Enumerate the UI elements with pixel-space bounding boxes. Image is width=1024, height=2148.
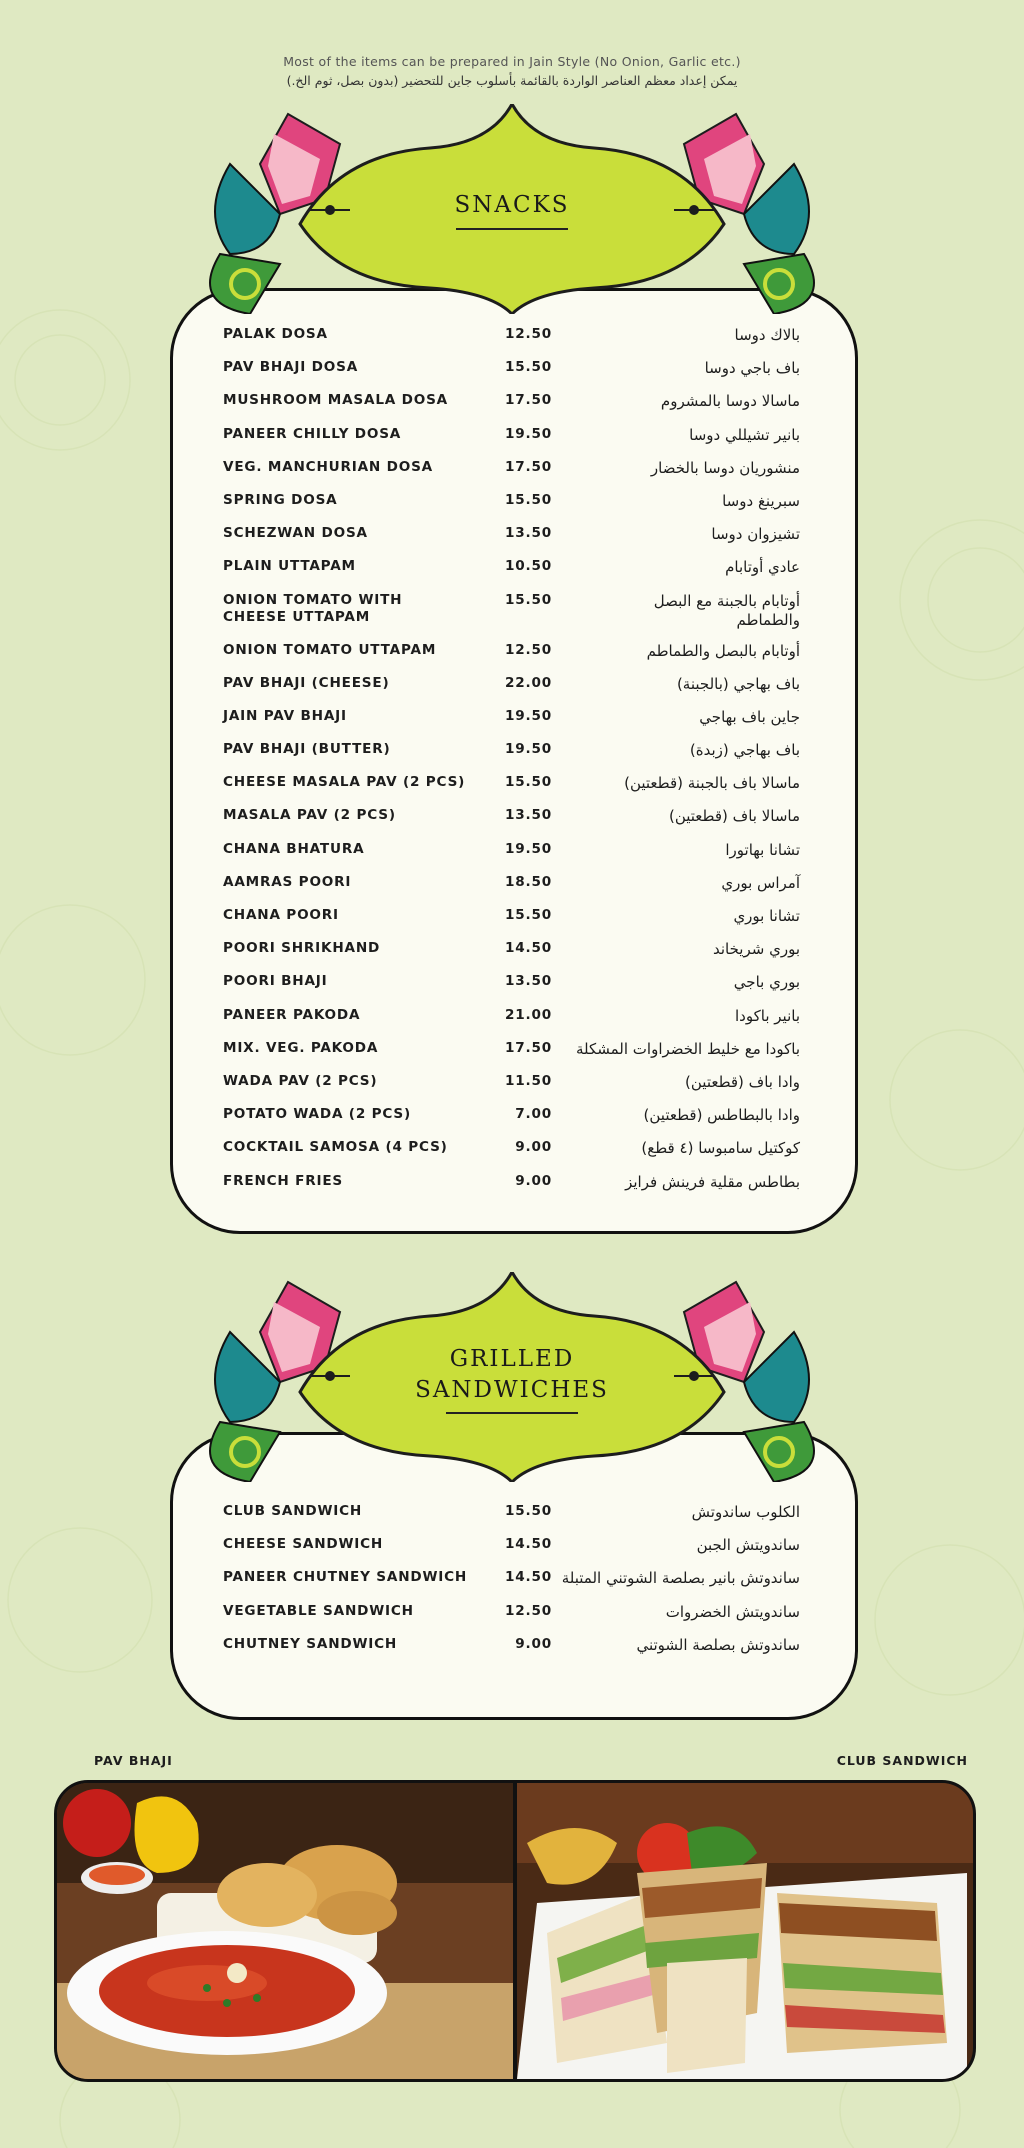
item-name: PAV BHAJI (BUTTER) bbox=[223, 741, 391, 758]
item-price: 7.00 bbox=[515, 1106, 552, 1123]
list-item bbox=[220, 874, 800, 907]
item-name-arabic: ساندويتش الخضروات bbox=[665, 1602, 800, 1621]
notice-english: Most of the items can be prepared in Jain Style (No Onion, Garlic etc.) bbox=[283, 54, 741, 69]
item-name: ONION TOMATO UTTAPAM bbox=[223, 641, 437, 658]
item-price: 11.50 bbox=[505, 1072, 552, 1089]
item-name-arabic: باف بهاجي (زبدة) bbox=[689, 741, 800, 760]
list-item bbox=[220, 359, 800, 392]
item-name-arabic: ماسالا دوسا بالمشروم bbox=[660, 392, 800, 411]
list-item bbox=[220, 1569, 800, 1602]
item-name-arabic: تشانا بوري bbox=[733, 907, 800, 925]
item-name-arabic: آمراس بوري bbox=[721, 873, 800, 892]
item-price: 17.50 bbox=[505, 1039, 552, 1056]
item-price: 13.50 bbox=[505, 973, 552, 990]
item-price: 17.50 bbox=[505, 392, 552, 409]
item-name: MASALA PAV (2 PCS) bbox=[223, 807, 396, 824]
list-item bbox=[220, 907, 800, 940]
item-name: SPRING DOSA bbox=[223, 491, 338, 508]
item-price: 15.50 bbox=[505, 774, 552, 791]
item-name: VEGETABLE SANDWICH bbox=[223, 1602, 414, 1619]
item-price: 13.50 bbox=[505, 807, 552, 824]
sandwiches-title-line2: SANDWICHES bbox=[415, 1377, 609, 1403]
list-item bbox=[220, 1040, 800, 1073]
item-price: 9.00 bbox=[515, 1139, 552, 1156]
item-price: 10.50 bbox=[505, 558, 552, 575]
item-price: 22.00 bbox=[505, 674, 552, 691]
item-price: 13.50 bbox=[505, 525, 552, 542]
item-name-arabic: جاين باف بهاجي bbox=[699, 707, 800, 726]
item-price: 14.50 bbox=[505, 1536, 552, 1553]
item-name-arabic: وادا بالبطاطس (قطعتين) bbox=[643, 1106, 800, 1125]
list-item bbox=[220, 774, 800, 807]
item-name-arabic: بانير تشيللي دوسا bbox=[689, 425, 800, 444]
snacks-list bbox=[220, 326, 800, 1206]
item-name: PANEER CHILLY DOSA bbox=[223, 425, 402, 442]
item-name: MUSHROOM MASALA DOSA bbox=[223, 392, 448, 409]
list-item bbox=[220, 1603, 800, 1636]
item-name-arabic: بطاطس مقلية فرينش فرايز bbox=[625, 1172, 800, 1191]
item-price: 9.00 bbox=[515, 1172, 552, 1189]
item-name-arabic: ماسالا باف بالجبنة (قطعتين) bbox=[624, 774, 800, 793]
list-item bbox=[220, 492, 800, 525]
item-name-arabic: باكودا مع خليط الخضراوات المشكلة bbox=[575, 1039, 800, 1058]
item-name: AAMRAS POORI bbox=[223, 873, 352, 890]
item-price: 19.50 bbox=[505, 840, 552, 857]
list-item bbox=[220, 741, 800, 774]
list-item bbox=[220, 807, 800, 840]
item-name: PANEER PAKODA bbox=[223, 1006, 361, 1023]
item-name: CHEESE SANDWICH bbox=[223, 1536, 384, 1553]
notice-arabic: يمكن إعداد معظم العناصر الواردة بالقائمة بأسلوب جاين للتحضير (بدون بصل، ثوم الخ.) bbox=[286, 73, 738, 88]
list-item bbox=[220, 642, 800, 675]
item-name-arabic: ماسالا باف (قطعتين) bbox=[668, 807, 800, 826]
item-name-arabic: أوتابام بالجبنة مع البصل والطماطم bbox=[653, 591, 800, 629]
jain-style-notice bbox=[0, 54, 1024, 88]
sandwiches-list bbox=[220, 1503, 800, 1669]
club-sandwich-photo bbox=[517, 1783, 973, 2079]
item-name: SCHEZWAN DOSA bbox=[223, 525, 368, 542]
list-item bbox=[220, 1173, 800, 1206]
snacks-title: SNACKS bbox=[454, 192, 570, 218]
list-item bbox=[220, 459, 800, 492]
item-name: CHANA POORI bbox=[223, 907, 339, 923]
list-item bbox=[220, 592, 800, 642]
list-item bbox=[220, 558, 800, 591]
item-name: CHEESE MASALA PAV (2 PCS) bbox=[223, 774, 466, 791]
item-price: 15.50 bbox=[505, 359, 552, 376]
sandwiches-title bbox=[0, 1344, 1024, 1406]
item-name-arabic: ساندويتش الجبن bbox=[696, 1536, 800, 1555]
item-price: 19.50 bbox=[505, 707, 552, 724]
item-name-arabic: بوري باجي bbox=[733, 973, 800, 992]
list-item bbox=[220, 392, 800, 425]
item-price: 14.50 bbox=[505, 1569, 552, 1586]
snacks-title-underline bbox=[456, 228, 568, 230]
item-price: 21.00 bbox=[505, 1006, 552, 1023]
pav-bhaji-photo-label: PAV BHAJI bbox=[94, 1753, 173, 1768]
item-price: 14.50 bbox=[505, 940, 552, 957]
item-name-arabic: الكلوب ساندوتش bbox=[691, 1503, 800, 1521]
list-item bbox=[220, 525, 800, 558]
item-name-arabic: بوري شريخاند bbox=[713, 940, 800, 959]
item-name-arabic: كوكتيل سامبوسا (٤ قطع) bbox=[641, 1139, 800, 1158]
item-price: 15.50 bbox=[505, 907, 552, 923]
item-name-arabic: ساندوتش بصلصة الشوتني bbox=[636, 1635, 800, 1654]
list-item bbox=[220, 841, 800, 874]
item-name: JAIN PAV BHAJI bbox=[223, 707, 347, 724]
item-name-arabic: عادي أوتابام bbox=[725, 558, 800, 577]
list-item bbox=[220, 1106, 800, 1139]
sandwiches-title-underline bbox=[446, 1412, 578, 1414]
item-name: PAV BHAJI (CHEESE) bbox=[223, 674, 390, 691]
list-item bbox=[220, 1139, 800, 1172]
list-item bbox=[220, 426, 800, 459]
item-name: FRENCH FRIES bbox=[223, 1172, 343, 1189]
list-item bbox=[220, 1007, 800, 1040]
item-name: VEG. MANCHURIAN DOSA bbox=[223, 458, 433, 475]
pav-bhaji-photo bbox=[57, 1783, 513, 2079]
item-price: 15.50 bbox=[505, 1503, 552, 1519]
sandwiches-title-line1: GRILLED bbox=[449, 1346, 575, 1372]
item-name: MIX. VEG. PAKODA bbox=[223, 1039, 379, 1056]
item-name-arabic: بالاك دوسا bbox=[734, 326, 800, 344]
item-name-arabic: باف بهاجي (بالجبنة) bbox=[676, 674, 800, 693]
item-name-arabic: سبرينغ دوسا bbox=[722, 491, 800, 510]
item-price: 19.50 bbox=[505, 741, 552, 758]
item-name-arabic: وادا باف (قطعتين) bbox=[685, 1072, 800, 1091]
list-item bbox=[220, 973, 800, 1006]
item-price: 12.50 bbox=[505, 641, 552, 658]
food-photos bbox=[54, 1780, 976, 2082]
item-name: PLAIN UTTAPAM bbox=[223, 558, 356, 575]
item-name: PANEER CHUTNEY SANDWICH bbox=[223, 1569, 468, 1586]
item-price: 9.00 bbox=[515, 1635, 552, 1652]
item-price: 19.50 bbox=[505, 425, 552, 442]
item-name: POORI BHAJI bbox=[223, 973, 328, 990]
item-price: 15.50 bbox=[505, 591, 552, 608]
item-name: PAV BHAJI DOSA bbox=[223, 359, 359, 376]
item-name: ONION TOMATO WITH CHEESE UTTAPAM bbox=[223, 591, 403, 625]
list-item bbox=[220, 708, 800, 741]
list-item bbox=[220, 1536, 800, 1569]
item-name-arabic: منشوريان دوسا بالخضار bbox=[650, 458, 800, 477]
item-name: POTATO WADA (2 PCS) bbox=[223, 1106, 412, 1123]
item-name-arabic: ساندوتش بانير بصلصة الشوتني المتبلة bbox=[561, 1569, 800, 1588]
item-name: CLUB SANDWICH bbox=[223, 1503, 363, 1519]
club-sandwich-photo-label: CLUB SANDWICH bbox=[836, 1753, 968, 1768]
item-name: COCKTAIL SAMOSA (4 PCS) bbox=[223, 1139, 448, 1156]
item-price: 12.50 bbox=[505, 1602, 552, 1619]
item-name: CHANA BHATURA bbox=[223, 840, 365, 857]
item-name: PALAK DOSA bbox=[223, 326, 328, 342]
item-price: 12.50 bbox=[505, 326, 552, 342]
list-item bbox=[220, 326, 800, 359]
list-item bbox=[220, 675, 800, 708]
list-item bbox=[220, 1073, 800, 1106]
item-price: 15.50 bbox=[505, 491, 552, 508]
item-name-arabic: أوتابام بالبصل والطماطم bbox=[646, 641, 800, 660]
list-item bbox=[220, 1503, 800, 1536]
item-name-arabic: باف باجي دوسا bbox=[704, 359, 800, 378]
list-item bbox=[220, 940, 800, 973]
item-price: 17.50 bbox=[505, 458, 552, 475]
item-name-arabic: بانير باكودا bbox=[735, 1006, 800, 1025]
item-name-arabic: تشانا بهاتورا bbox=[725, 840, 800, 859]
item-price: 18.50 bbox=[505, 873, 552, 890]
item-name: POORI SHRIKHAND bbox=[223, 940, 381, 957]
item-name: WADA PAV (2 PCS) bbox=[223, 1072, 378, 1089]
item-name-arabic: تشيزوان دوسا bbox=[711, 525, 800, 544]
item-name: CHUTNEY SANDWICH bbox=[223, 1635, 398, 1652]
list-item bbox=[220, 1636, 800, 1669]
